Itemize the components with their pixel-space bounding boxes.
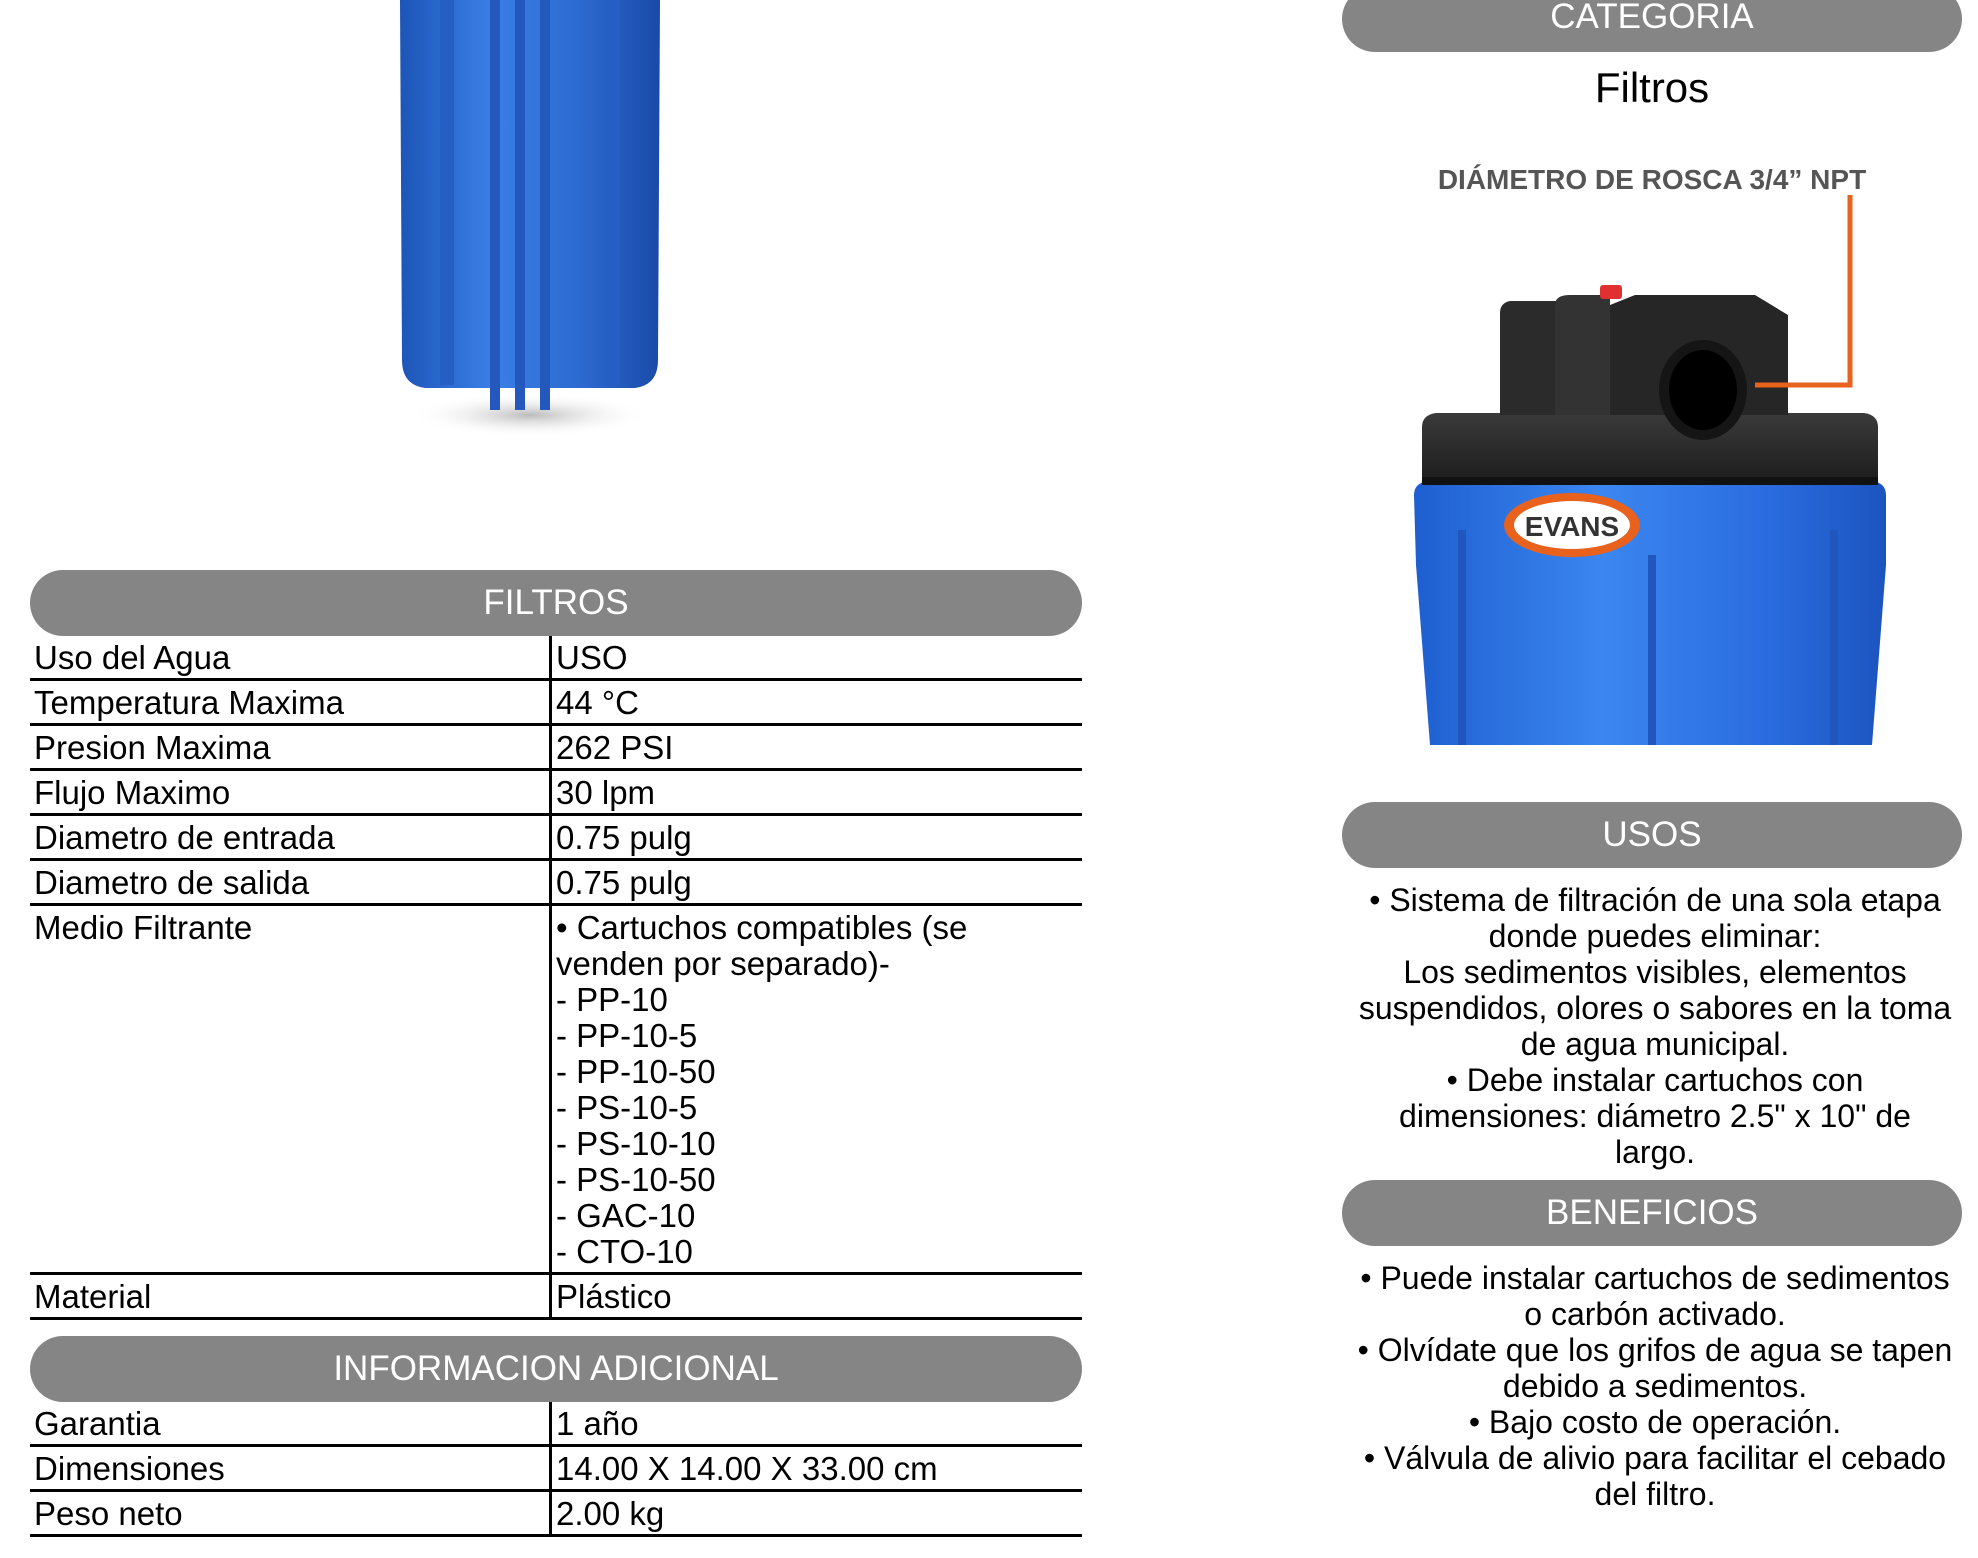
beneficios-line: debido a sedimentos. xyxy=(1502,1368,1808,1404)
filtros-header-label: FILTROS xyxy=(483,583,629,622)
spec-value xyxy=(552,681,1082,723)
table-row xyxy=(30,681,1082,726)
table-row xyxy=(30,726,1082,771)
spec-value-line: - PS-10-5 xyxy=(556,1089,698,1126)
spec-label: Diametro de salida xyxy=(30,861,552,903)
spec-value xyxy=(552,771,1082,813)
usos-line: suspendidos, olores o sabores en la toma xyxy=(1358,990,1952,1026)
spec-label: Medio Filtrante xyxy=(30,906,552,1272)
filtros-header xyxy=(30,570,1082,636)
info-adicional-table xyxy=(30,1402,1082,1537)
spec-value-line: - PS-10-50 xyxy=(556,1161,716,1198)
table-row xyxy=(30,636,1082,681)
spec-value xyxy=(552,726,1082,768)
spec-label: Flujo Maximo xyxy=(30,771,552,813)
spec-label: Material xyxy=(30,1275,552,1317)
spec-value-line: 1 año xyxy=(556,1405,639,1442)
table-row xyxy=(30,861,1082,906)
beneficios-line: • Bajo costo de operación. xyxy=(1468,1404,1842,1440)
spec-label: Dimensiones xyxy=(30,1447,552,1489)
usos-line: Los sedimentos visibles, elementos xyxy=(1403,954,1907,990)
table-row xyxy=(30,816,1082,861)
spec-value-line: • Cartuchos compatibles (se xyxy=(556,909,968,946)
beneficios-line: • Olvídate que los grifos de agua se tapen xyxy=(1357,1332,1953,1368)
info-adicional-header xyxy=(30,1336,1082,1402)
spec-label: Garantia xyxy=(30,1402,552,1444)
spec-label: Diametro de entrada xyxy=(30,816,552,858)
spec-value-line: 2.00 kg xyxy=(556,1495,665,1532)
spec-label: Presion Maxima xyxy=(30,726,552,768)
table-row xyxy=(30,1275,1082,1320)
spec-value-line: 262 PSI xyxy=(556,729,674,766)
beneficios-header xyxy=(1342,1180,1962,1246)
beneficios-line: • Puede instalar cartuchos de sedimentos xyxy=(1360,1260,1950,1296)
spec-value-line: 0.75 pulg xyxy=(556,819,692,856)
spec-label: Uso del Agua xyxy=(30,636,552,678)
usos-header xyxy=(1342,802,1962,868)
spec-value-line: venden por separado)- xyxy=(556,945,890,982)
spec-value-line: - CTO-10 xyxy=(556,1233,693,1270)
spec-value xyxy=(552,816,1082,858)
categoria-header xyxy=(1342,0,1962,52)
spec-label: Peso neto xyxy=(30,1492,552,1534)
table-row xyxy=(30,906,1082,1275)
thread-diameter-callout: DIÁMETRO DE ROSCA 3/4” NPT xyxy=(1437,164,1867,195)
beneficios-line: • Válvula de alivio para facilitar el cebado xyxy=(1363,1440,1947,1476)
usos-line: • Sistema de filtración de una sola etapa xyxy=(1369,882,1941,918)
filter-housing-image xyxy=(380,0,680,450)
spec-value-line: - PP-10-5 xyxy=(556,1017,698,1054)
spec-value xyxy=(552,1492,1082,1534)
beneficios-header-label: BENEFICIOS xyxy=(1546,1193,1758,1232)
spec-value xyxy=(552,906,1082,1272)
spec-value-line: - PS-10-10 xyxy=(556,1125,716,1162)
usos-header-label: USOS xyxy=(1602,815,1702,854)
usos-description xyxy=(1340,882,1970,1170)
filter-head-diagram xyxy=(1410,195,1890,750)
beneficios-line: o carbón activado. xyxy=(1524,1296,1786,1332)
spec-value-line: 14.00 X 14.00 X 33.00 cm xyxy=(556,1450,938,1487)
table-row xyxy=(30,1402,1082,1447)
spec-value-line: 44 °C xyxy=(556,684,639,721)
spec-label: Temperatura Maxima xyxy=(30,681,552,723)
usos-line: • Debe instalar cartuchos con xyxy=(1446,1062,1864,1098)
table-row xyxy=(30,1492,1082,1537)
usos-line: largo. xyxy=(1614,1134,1696,1170)
categoria-header-label: CATEGORIA xyxy=(1550,0,1754,36)
usos-line: de agua municipal. xyxy=(1520,1026,1790,1062)
spec-value-line: USO xyxy=(556,639,628,676)
spec-value-line: 30 lpm xyxy=(556,774,656,811)
filtros-spec-table xyxy=(30,636,1082,1320)
spec-value-line: 0.75 pulg xyxy=(556,864,692,901)
beneficios-line: del filtro. xyxy=(1594,1476,1716,1512)
spec-value xyxy=(552,861,1082,903)
info-adicional-header-label: INFORMACION ADICIONAL xyxy=(333,1349,779,1388)
spec-value xyxy=(552,636,1082,678)
spec-value xyxy=(552,1447,1082,1489)
beneficios-description xyxy=(1340,1260,1970,1512)
spec-value xyxy=(552,1402,1082,1444)
category-value: Filtros xyxy=(1594,64,1710,111)
spec-value xyxy=(552,1275,1082,1317)
usos-line: dimensiones: diámetro 2.5" x 10" de xyxy=(1399,1098,1911,1134)
table-row xyxy=(30,771,1082,816)
spec-value-line: - GAC-10 xyxy=(556,1197,696,1234)
evans-logo-text: EVANS xyxy=(1524,511,1620,542)
table-row xyxy=(30,1447,1082,1492)
spec-value-line: Plástico xyxy=(556,1278,672,1315)
usos-line: donde puedes eliminar: xyxy=(1488,918,1822,954)
spec-value-line: - PP-10 xyxy=(556,981,668,1018)
spec-value-line: - PP-10-50 xyxy=(556,1053,716,1090)
